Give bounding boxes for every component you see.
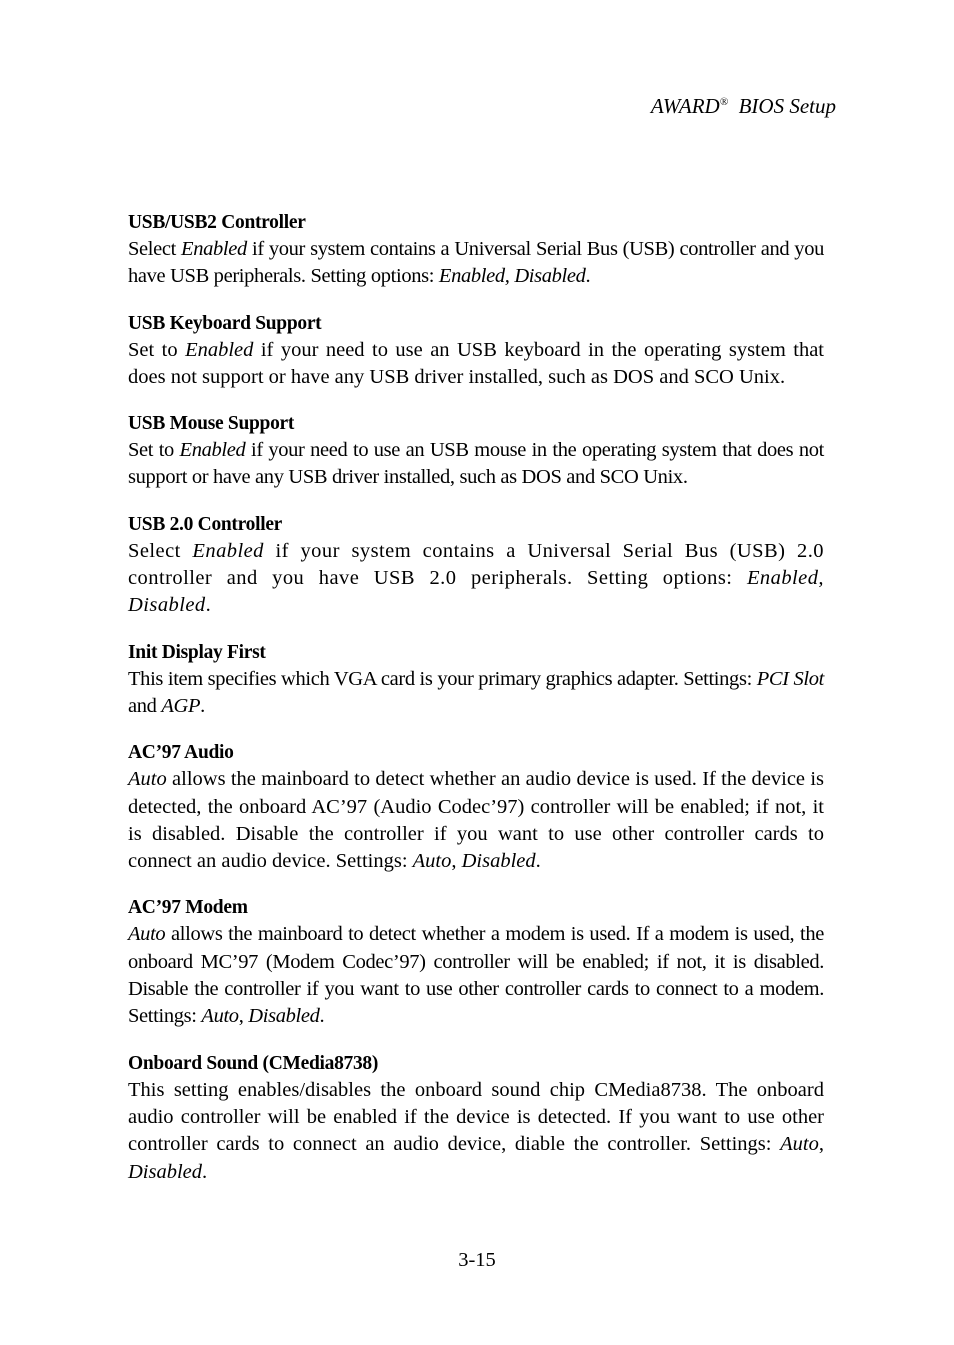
section-title: USB Mouse Support: [128, 413, 295, 435]
registered-mark: ®: [719, 96, 729, 108]
body-text: .: [202, 1160, 208, 1183]
page-number: 3-15: [458, 1249, 496, 1271]
body-text: ,: [818, 1133, 824, 1156]
italic-term: AGP: [161, 694, 201, 717]
header-title: BIOS Setup: [738, 94, 836, 118]
body-text: Select: [128, 539, 193, 562]
section-body: [128, 666, 824, 721]
body-text: This item specifies which VGA card is your primary graphics adapter. Settings:: [128, 667, 757, 690]
italic-term: PCI Slot: [756, 667, 824, 690]
body-text: ,: [451, 850, 462, 873]
section-body: [128, 921, 824, 1030]
body-text: Select: [128, 238, 182, 260]
italic-term: Enabled: [185, 338, 254, 361]
body-text: if your system contains a Universal Serial Bus (USB) controller and you have USB peripherals. Setting options:: [128, 238, 824, 288]
body-text: .: [585, 265, 591, 288]
italic-term: Enabled, Disabled: [438, 265, 586, 288]
body-text: .: [535, 850, 541, 873]
body-text: allows the mainboard to detect whether an audio device is used. If the device is detected, the onboard AC’97 (Audio Codec’97) controller will be enabled; if not, it is disabled. Disable the controller if you want to use other controller cards to connect an audio device. Settings:: [128, 768, 824, 873]
body-text: allows the mainboard to detect whether a modem is used. If a modem is used, the onboard MC’97 (Modem Codec’97) controller will be enabled; if not, it is disabled. Disable the controller if you want to use other controller cards to connect to a modem. Settings:: [128, 923, 824, 1028]
section-init-display-first: [128, 639, 824, 721]
section-title: USB Keyboard Support: [128, 312, 322, 334]
italic-term: Auto: [128, 768, 167, 791]
body-text: .: [319, 1005, 325, 1028]
section-onboard-sound: [128, 1050, 824, 1186]
section-usb-mouse-support: [128, 410, 824, 492]
section-title: Onboard Sound (CMedia8738): [128, 1052, 379, 1074]
italic-term: Auto: [201, 1005, 239, 1028]
body-text: if your system contains a Universal Serial Bus (USB) 2.0 controller and you have USB 2.0 peripherals. Setting options:: [128, 539, 824, 590]
section-title: Init Display First: [128, 641, 266, 663]
section-body: [128, 437, 824, 492]
body-text: Set to: [128, 439, 180, 462]
italic-term: Disabled: [248, 1005, 320, 1028]
page-content: [128, 209, 824, 1205]
italic-term: Auto: [412, 850, 452, 873]
section-body: [128, 1077, 824, 1186]
running-header: [651, 94, 836, 119]
section-title: USB 2.0 Controller: [128, 513, 283, 535]
body-text: .: [200, 694, 205, 717]
italic-term: Disabled: [128, 1160, 203, 1183]
italic-term: Auto: [128, 923, 166, 946]
section-usb-2-0-controller: [128, 511, 824, 620]
body-text: and: [128, 694, 162, 717]
italic-term: Disabled: [461, 850, 536, 873]
body-text: if your need to use an USB keyboard in the operating system that does not support or have any USB driver installed, such as DOS and SCO Unix.: [128, 338, 824, 388]
section-title: AC’97 Audio: [128, 742, 234, 764]
section-title: AC’97 Modem: [128, 897, 248, 919]
section-ac97-modem: [128, 894, 824, 1030]
body-text: .: [205, 594, 212, 617]
header-brand: AWARD: [650, 94, 720, 118]
section-usb-keyboard-support: [128, 310, 824, 392]
italic-term: Enabled: [192, 539, 264, 562]
italic-term: Enabled: [181, 238, 247, 260]
section-body: [128, 337, 824, 392]
section-body: [128, 766, 824, 875]
section-body: [128, 236, 824, 291]
body-text: This setting enables/disables the onboard sound chip CMedia8738. The onboard audio controller will be enabled if the device is detected. If you want to use other controller cards to connect an audio device, diable the controller. Settings:: [128, 1078, 824, 1156]
body-text: Set to: [128, 338, 186, 361]
italic-term: Auto: [780, 1133, 819, 1156]
section-usb-usb2-controller: [128, 209, 824, 291]
body-text: if your need to use an USB mouse in the operating system that does not support or have any USB driver installed, such as DOS and SCO Unix.: [128, 439, 824, 489]
section-ac97-audio: [128, 739, 824, 875]
italic-term: Enabled, Disabled: [128, 567, 824, 617]
italic-term: Enabled: [179, 439, 246, 462]
body-text: ,: [238, 1005, 249, 1028]
section-body: [128, 538, 824, 620]
section-title: USB/USB2 Controller: [128, 212, 306, 233]
